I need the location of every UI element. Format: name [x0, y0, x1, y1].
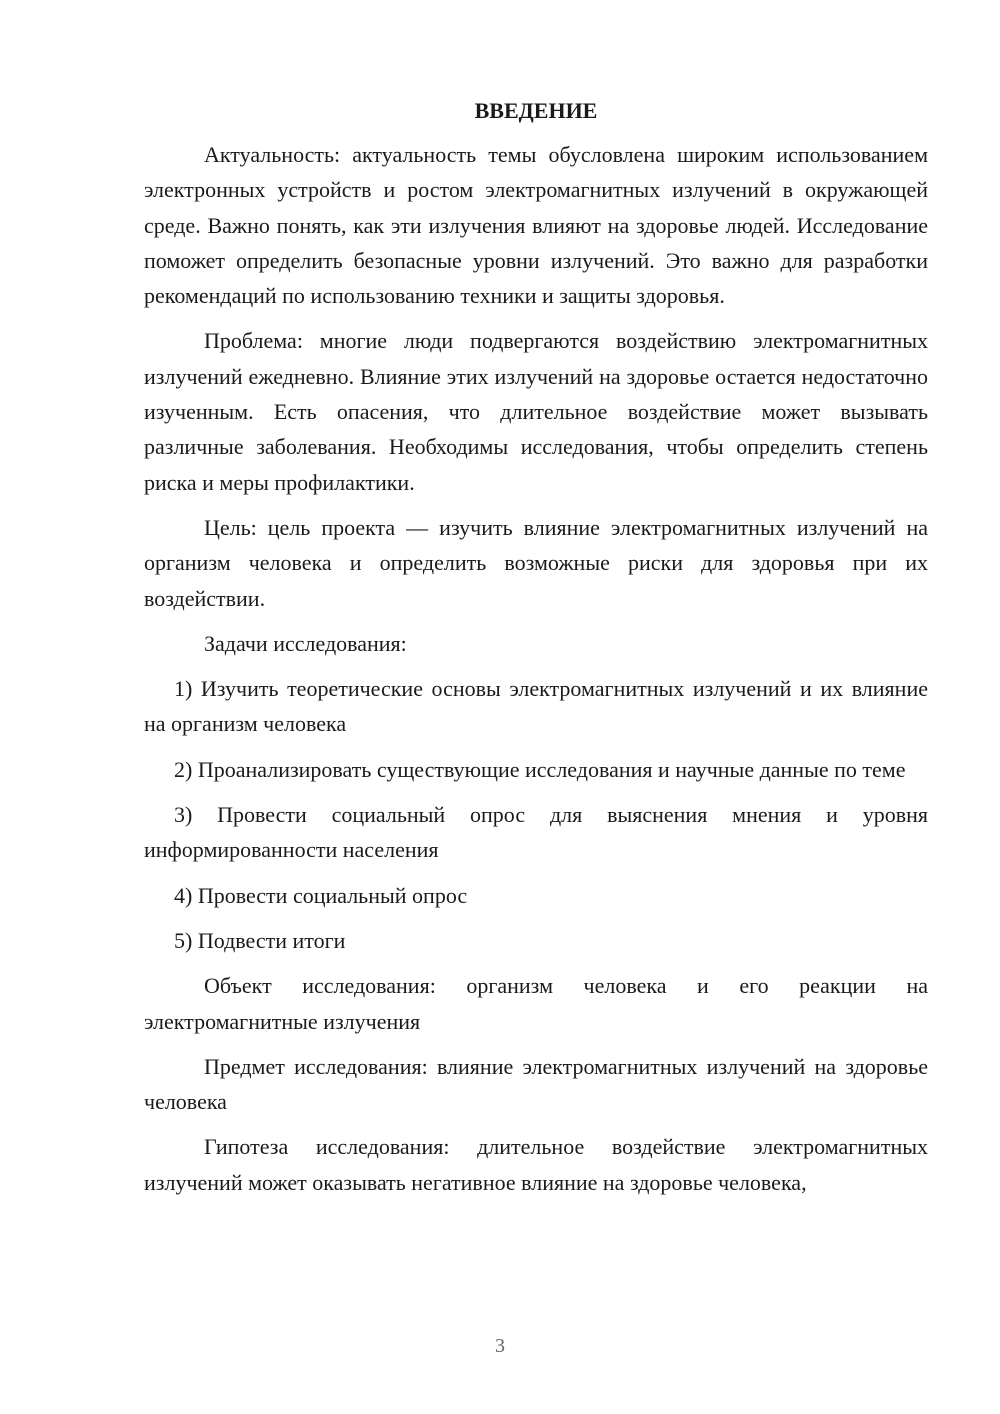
task-item-2: 2) Проанализировать существующие исследования и научные данные по теме	[174, 756, 906, 782]
section-title: ВВЕДЕНИЕ	[474, 98, 598, 123]
problem-paragraph: Проблема: многие люди подвергаются воздействию электромагнитных излучений ежедневно. Влияние этих излучений на здоровье остается недостаточно изученным. Есть опасения, что длительное воздействие может вызывать различные заболевания. Необходимы исследования, чтобы определить степень риска и меры профилактики.	[144, 328, 928, 495]
subject-paragraph: Предмет исследования: влияние электромагнитных излучений на здоровье человека	[144, 1053, 928, 1115]
task-item-1: 1) Изучить теоретические основы электромагнитных излучений и их влияние на организм человека	[144, 676, 928, 737]
hypothesis-paragraph: Гипотеза исследования: длительное воздействие электромагнитных излучений может оказывать негативное влияние на здоровье человека,	[144, 1134, 928, 1195]
task-item-3: 3) Провести социальный опрос для выяснения мнения и уровня информированности населения	[144, 802, 928, 863]
tasks-heading: Задачи исследования:	[204, 630, 407, 656]
relevance-paragraph: Актуальность: актуальность темы обусловлена широким использованием электронных устройств и ростом электромагнитных излучений в окружающей среде. Важно понять, как эти излучения влияют на здоровье людей. Исследование поможет определить безопасные уровни излучений. Это важно для разработки рекомендаций по использованию техники и защиты здоровья.	[144, 142, 928, 309]
page-number: 3	[495, 1335, 505, 1357]
goal-paragraph: Цель: цель проекта — изучить влияние электромагнитных излучений на организм человека и определить возможные риски для здоровья при их воздействии.	[144, 514, 928, 611]
object-paragraph: Объект исследования: организм человека и его реакции на электромагнитные излучения	[144, 973, 928, 1034]
task-item-4: 4) Провести социальный опрос	[174, 882, 468, 908]
task-item-5: 5) Подвести итоги	[174, 927, 346, 953]
page-content	[144, 95, 928, 1210]
